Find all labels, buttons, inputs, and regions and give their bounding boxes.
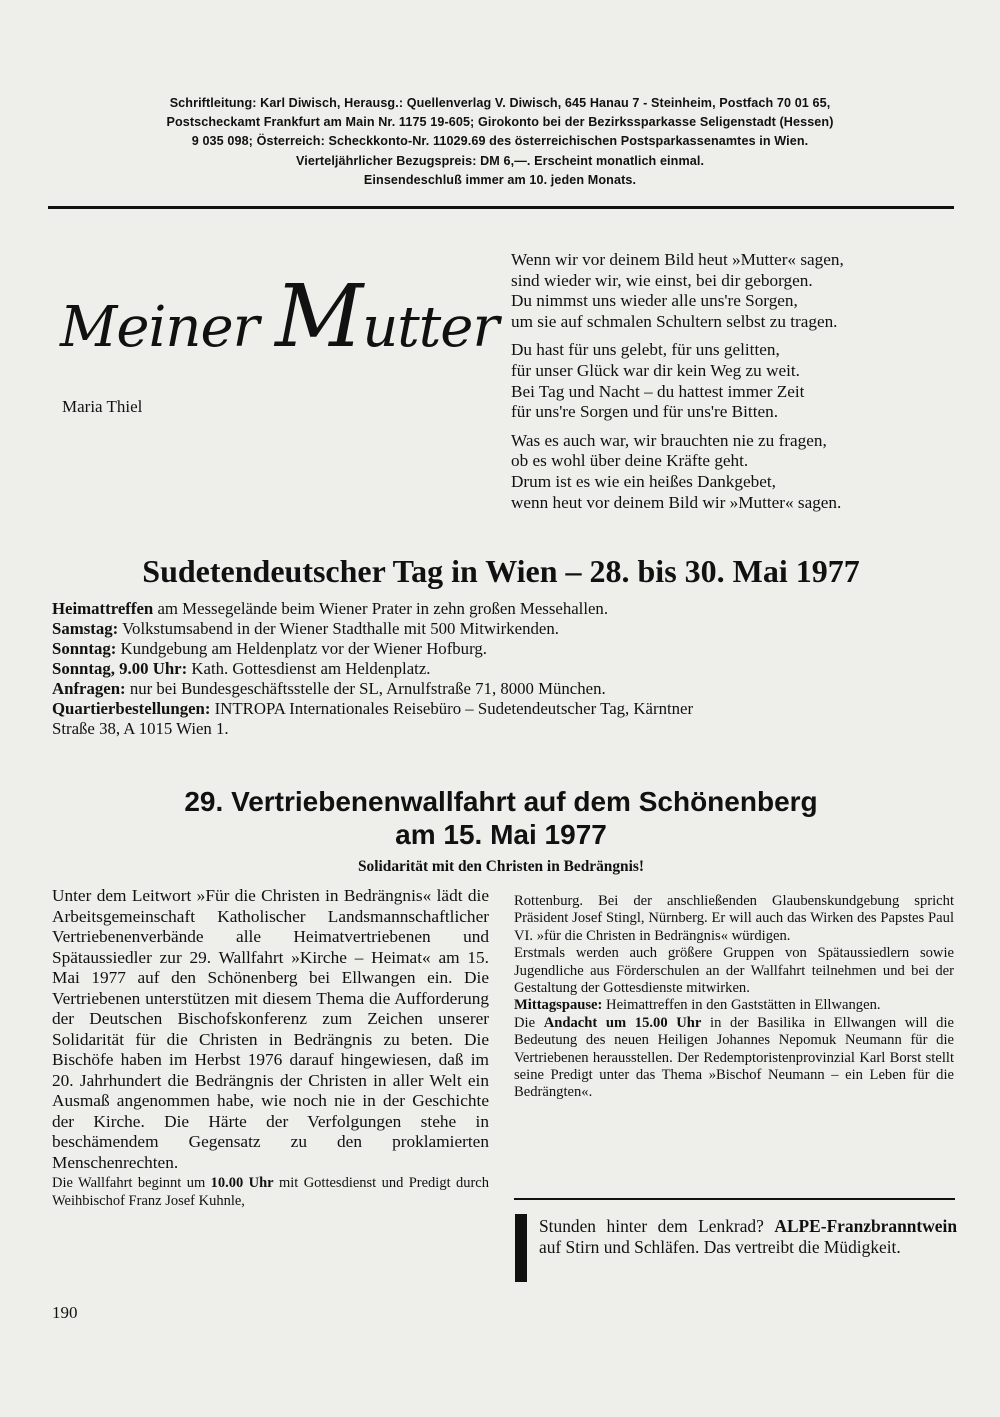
article-bold: Andacht um 15.00 Uhr — [543, 1014, 702, 1031]
article-text: in der Basilika in Ellwangen will die Bedeutung des neuen Heiligen Johannes Nepomuk Neumann für die Vertriebenen herausstellen. Der Redemptoristenprovinzial Karl Borst stellt seine Predigt unter das Thema »Bischof Neumann – ein Leben für die Bedrängten«. — [514, 1014, 954, 1101]
poem-stanza-1 — [511, 250, 971, 332]
article-text: Heimattreffen in den Gaststätten in Ellwangen. — [602, 997, 881, 1014]
wallfahrt-subheading: Solidarität mit den Christen in Bedrängnis! — [357, 858, 645, 875]
poem-line: ob es wohl über deine Kräfte geht. — [511, 451, 749, 471]
poem-line: sind wieder wir, wie einst, bei dir geborgen. — [511, 270, 813, 290]
poem-title-rest: utter — [362, 295, 499, 360]
info-row: Straße 38, A 1015 Wien 1. — [52, 719, 229, 738]
poem-line: Bei Tag und Nacht – du hattest immer Zeit — [511, 381, 805, 401]
article-paragraph — [514, 1015, 954, 1102]
sudeten-info — [52, 599, 957, 739]
info-label: Sonntag, 9.00 Uhr: — [52, 659, 188, 678]
masthead-line: Schriftleitung: Karl Diwisch, Herausg.: Quellenverlag V. Diwisch, 645 Hanau 7 - Steinheim, Postfach 70 01 65, — [169, 96, 831, 110]
article-text: mit Gottesdienst und Predigt durch Weihbischof Franz Josef Kuhnle, — [52, 1175, 489, 1209]
sudeten-heading: Sudetendeutscher Tag in Wien – 28. bis 30. Mai 1977 — [142, 553, 860, 589]
poem-line: Drum ist es wie ein heißes Dankgebet, — [511, 471, 776, 491]
wallfahrt-heading-line: 29. Vertriebenenwallfahrt auf dem Schönenberg — [184, 786, 818, 817]
masthead-line: Postscheckamt Frankfurt am Main Nr. 1175 19-605; Girokonto bei der Bezirkssparkasse Seligenstadt (Hessen) — [166, 115, 834, 130]
info-text: Kundgebung am Heldenplatz vor der Wiener Hofburg. — [116, 639, 487, 658]
masthead-line: 9 035 098; Österreich: Scheckkonto-Nr. 11029.69 des österreichischen Postsparkassenamtes in Wien. — [191, 134, 809, 149]
info-row — [52, 659, 957, 679]
poem-line: Was es auch war, wir brauchten nie zu fragen, — [511, 430, 827, 450]
ad-text: auf Stirn und Schläfen. Das vertreibt die Müdigkeit. — [539, 1237, 901, 1257]
article-bold: 10.00 Uhr — [210, 1175, 274, 1191]
info-text: nur bei Bundesgeschäftsstelle der SL, Arnulfstraße 71, 8000 München. — [125, 679, 606, 698]
info-text: Volkstumsabend in der Wiener Stadthalle mit 500 Mitwirkenden. — [118, 619, 559, 638]
advertisement — [539, 1216, 957, 1258]
info-label: Sonntag: — [52, 639, 117, 658]
article-text: Die — [514, 1014, 544, 1031]
info-label: Quartierbestellungen: — [52, 699, 211, 718]
article-paragraph — [514, 997, 954, 1014]
poem-title-initial: M — [275, 267, 363, 367]
poem-line: Du hast für uns gelebt, für uns gelitten, — [511, 340, 780, 360]
ad-product: ALPE-Franzbranntwein — [774, 1216, 957, 1236]
poem-line: um sie auf schmalen Schultern selbst zu tragen. — [511, 311, 838, 331]
article-paragraph — [52, 1174, 489, 1210]
article-column-left — [52, 886, 489, 1210]
article-paragraph: Erstmals werden auch größere Gruppen von Spätaussiedlern sowie Jugendliche aus Förderschulen an der Wallfahrt teilnehmen und bei der Gestaltung der Gottesdienste mitwirken. — [514, 945, 954, 997]
info-text: am Messegelände beim Wiener Prater in zehn großen Messehallen. — [153, 599, 609, 618]
poem-stanza-2 — [511, 340, 971, 422]
article-bold: Mittagspause: — [514, 997, 603, 1014]
info-row — [52, 699, 957, 719]
masthead-line: Vierteljährlicher Bezugspreis: DM 6,—. Erscheint monatlich einmal. — [295, 153, 705, 168]
poem-line: für unser Glück war dir kein Weg zu weit. — [511, 360, 800, 380]
poem-line: für uns're Sorgen und für uns're Bitten. — [511, 402, 778, 422]
article-text: Die Wallfahrt beginnt um — [52, 1175, 211, 1191]
info-text: INTROPA Internationales Reisebüro – Sudetendeutscher Tag, Kärntner — [210, 699, 694, 718]
wallfahrt-heading — [48, 785, 954, 851]
wallfahrt-heading-line: am 15. Mai 1977 — [395, 819, 607, 850]
masthead-divider — [48, 206, 954, 209]
ad-text: Stunden hinter dem Lenkrad? — [539, 1216, 775, 1236]
poem-title-word: Meiner — [60, 295, 276, 360]
info-row — [52, 619, 957, 639]
info-row — [52, 639, 957, 659]
masthead-imprint — [60, 94, 940, 190]
poem-text — [511, 250, 971, 521]
info-label: Anfragen: — [52, 679, 126, 698]
info-label: Samstag: — [52, 619, 119, 638]
poem-line: Wenn wir vor deinem Bild heut »Mutter« sagen, — [511, 250, 844, 269]
info-text: Kath. Gottesdienst am Heldenplatz. — [187, 659, 431, 678]
poem-line: Du nimmst uns wieder alle uns're Sorgen, — [511, 291, 798, 311]
article-paragraph: Rottenburg. Bei der anschließenden Glaubenskundgebung spricht Präsident Josef Stingl, Nürnberg. Er will auch das Wirken des Papstes Paul VI. »für die Christen in Bedrängnis« würdigen. — [514, 893, 954, 944]
poem-line: wenn heut vor deinem Bild wir »Mutter« sagen. — [511, 492, 842, 512]
info-row — [52, 599, 957, 619]
info-row — [52, 679, 957, 699]
article-column-right — [514, 893, 954, 1102]
masthead-line: Einsendeschluß immer am 10. jeden Monats. — [363, 172, 637, 187]
ad-marker-bar — [515, 1214, 527, 1282]
ad-divider — [514, 1198, 955, 1200]
poem-title — [60, 267, 499, 367]
poem-stanza-3 — [511, 431, 971, 513]
article-paragraph: Unter dem Leitwort »Für die Christen in Bedrängnis« lädt die Arbeitsgemeinschaft Katholischer Landsmannschaftlicher Vertriebenenverbände alle Heimatvertriebenen und Spätaussiedler zur 29. Wallfahrt »Kirche – Heimat« am 15. Mai 1977 auf den Schönenberg bei Ellwangen ein. Die Vertriebenen unterstützen mit diesem Thema die Aufforderung der Deutschen Bischofskonferenz zum Zeichen unserer Solidarität für die Christen in Bedrängnis zu beten. Die Bischöfe haben im Herbst 1976 darauf hingewiesen, daß im 20. Jahrhundert die Bedrängnis der Christen in aller Welt ein Ausmaß angenommen habe, wie noch nie in der Geschichte der Kirche. Die Härte der Verfolgungen stehe in beschämendem Gegensatz zu den proklamierten Menschenrechten. — [52, 886, 489, 1172]
info-label: Heimattreffen — [52, 599, 154, 618]
poem-author: Maria Thiel — [62, 397, 143, 416]
page-number: 190 — [52, 1303, 78, 1322]
